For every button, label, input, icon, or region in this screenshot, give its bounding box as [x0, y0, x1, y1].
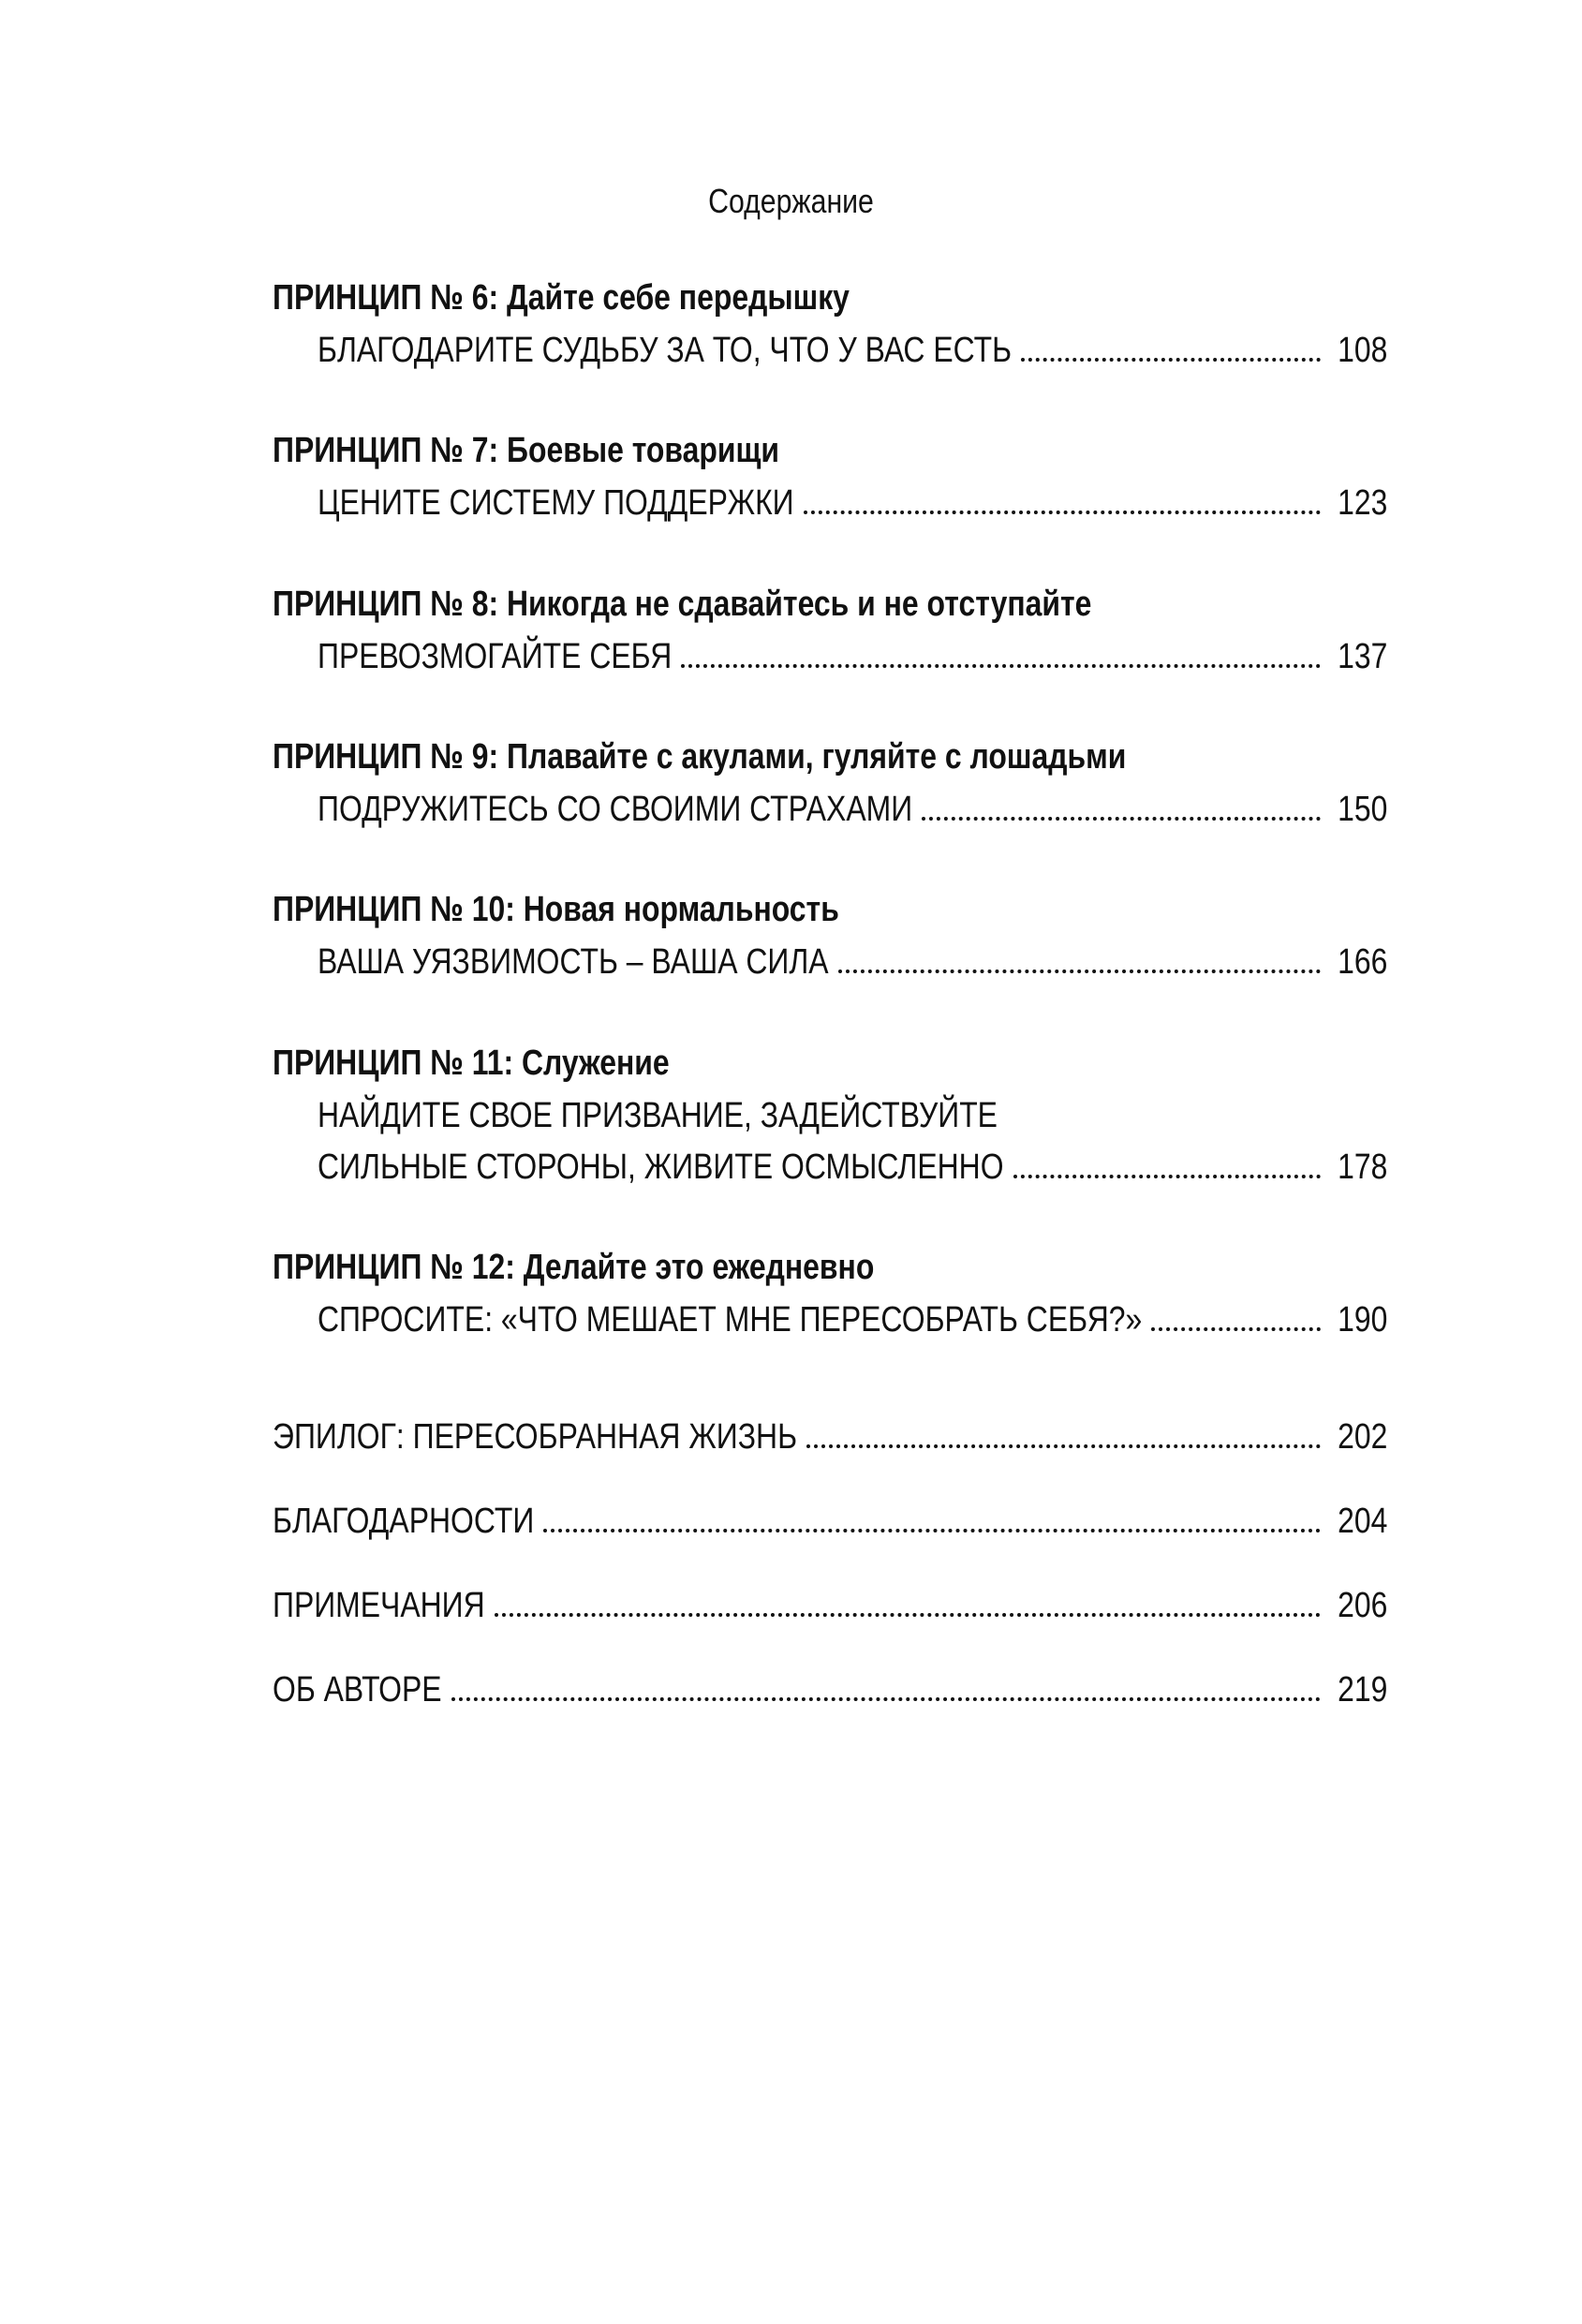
toc-entry-title: ЦЕНИТЕ СИСТЕМУ ПОДДЕРЖКИ [318, 483, 794, 523]
dot-leader [838, 970, 1321, 973]
dot-leader [543, 1529, 1320, 1532]
dot-leader [681, 664, 1320, 668]
toc-page-number: 123 [1337, 483, 1388, 523]
toc-entry[interactable] [318, 328, 1388, 373]
toc-entry-title: СПРОСИТЕ: «ЧТО МЕШАЕТ МНЕ ПЕРЕСОБРАТЬ СЕБЯ?» [318, 1300, 1143, 1340]
toc-section-heading: ПРИНЦИП № 11: Служение [273, 1044, 670, 1083]
running-header: Содержание [708, 182, 874, 220]
toc-entry-acknowledgements[interactable] [273, 1499, 1388, 1544]
dot-leader [922, 817, 1321, 821]
toc-page-number: 150 [1337, 790, 1388, 829]
toc-entry[interactable] [318, 1297, 1388, 1342]
toc-entry-title: СИЛЬНЫЕ СТОРОНЫ, ЖИВИТЕ ОСМЫСЛЕННО [318, 1147, 1004, 1187]
toc-entry-notes[interactable] [273, 1583, 1388, 1628]
toc-entry-title: ПРИМЕЧАНИЯ [273, 1586, 485, 1625]
toc-entry[interactable] [318, 634, 1388, 679]
toc-section-heading: ПРИНЦИП № 7: Боевые товарищи [273, 431, 780, 470]
toc-page-number: 190 [1337, 1300, 1388, 1340]
toc-page-number: 178 [1337, 1147, 1388, 1187]
toc-entry-epilogue[interactable] [273, 1414, 1388, 1459]
dot-leader [806, 1444, 1321, 1448]
dot-leader [1021, 358, 1321, 362]
toc-section-heading: ПРИНЦИП № 10: Новая нормальность [273, 890, 839, 929]
dot-leader [804, 511, 1321, 514]
toc-page-number: 206 [1337, 1586, 1388, 1625]
toc-section-heading: ПРИНЦИП № 8: Никогда не сдавайтесь и не отступайте [273, 585, 1092, 624]
toc-page-number: 137 [1337, 637, 1388, 676]
toc-entry-about-author[interactable] [273, 1667, 1388, 1712]
toc-entry-title: ПРЕВОЗМОГАЙТЕ СЕБЯ [318, 637, 673, 676]
toc-page-number: 219 [1337, 1670, 1388, 1710]
dot-leader [1013, 1175, 1321, 1178]
toc-entry[interactable] [318, 481, 1388, 525]
toc-page-number: 202 [1337, 1417, 1388, 1457]
toc-section-heading: ПРИНЦИП № 6: Дайте себе передышку [273, 278, 850, 318]
toc-entry-title: БЛАГОДАРНОСТИ [273, 1502, 535, 1541]
toc-page-number: 166 [1337, 942, 1388, 982]
toc-entry-title: ЭПИЛОГ: ПЕРЕСОБРАННАЯ ЖИЗНЬ [273, 1417, 798, 1457]
toc-entry-title: НАЙДИТЕ СВОЕ ПРИЗВАНИЕ, ЗАДЕЙСТВУЙТЕ [318, 1096, 998, 1135]
toc-section-heading: ПРИНЦИП № 12: Делайте это ежедневно [273, 1248, 875, 1287]
toc-entry[interactable] [318, 787, 1388, 832]
toc-entry-title: БЛАГОДАРИТЕ СУДЬБУ ЗА ТО, ЧТО У ВАС ЕСТЬ [318, 331, 1013, 370]
dot-leader [495, 1613, 1321, 1617]
toc-entry-line-1[interactable] [318, 1093, 1378, 1138]
toc-entry[interactable] [318, 940, 1388, 984]
dot-leader [1151, 1327, 1320, 1331]
toc-entry-title: ОБ АВТОРЕ [273, 1670, 442, 1710]
toc-entry-title: ПОДРУЖИТЕСЬ СО СВОИМИ СТРАХАМИ [318, 790, 913, 829]
dot-leader [451, 1697, 1321, 1701]
toc-page-number: 108 [1337, 331, 1388, 370]
toc-entry-title: ВАША УЯЗВИМОСТЬ – ВАША СИЛА [318, 942, 829, 982]
toc-entry[interactable] [318, 1145, 1388, 1190]
toc-page-number: 204 [1337, 1502, 1388, 1541]
toc-section-heading: ПРИНЦИП № 9: Плавайте с акулами, гуляйте с лошадьми [273, 737, 1127, 777]
